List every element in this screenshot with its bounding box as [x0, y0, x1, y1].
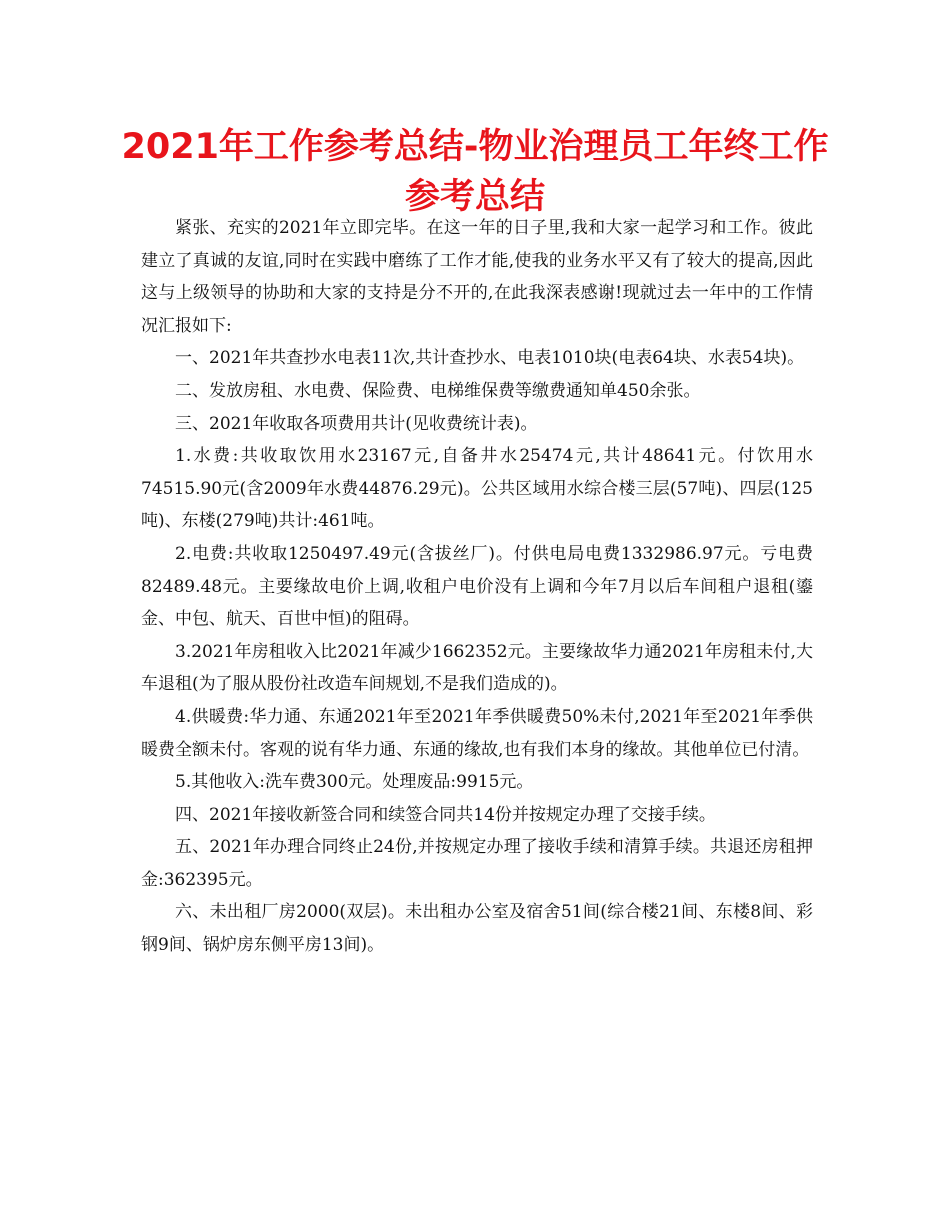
electricity-fee-paragraph: 2.电费:共收取1250497.49元(含拔丝厂)。付供电局电费1332986.97元。亏电费82489.48元。主要缘故电价上调,收租户电价没有上调和今年7月以后车间租户退租(鎏金、中包、航天、百世中恒)的阻碍。 — [141, 543, 813, 630]
document-body — [141, 212, 813, 962]
item-3-paragraph: 三、2021年收取各项费用共计(见收费统计表)。 — [175, 413, 538, 434]
document-title: 2021年工作参考总结-物业治理员工年终工作参考总结 — [121, 127, 829, 217]
other-income-paragraph: 5.其他收入:洗车费300元。处理废品:9915元。 — [175, 772, 534, 793]
heating-fee-paragraph: 4.供暖费:华力通、东通2021年至2021年季供暖费50%未付,2021年至2021年季供暖费全额未付。客观的说有华力通、东通的缘故,也有我们本身的缘故。其他单位已付清。 — [141, 706, 813, 760]
rent-income-paragraph: 3.2021年房租收入比2021年减少1662352元。主要缘故华力通2021年房租未付,大车退租(为了服从股份社改造车间规划,不是我们造成的)。 — [141, 641, 813, 695]
item-6-paragraph: 六、未出租厂房2000(双层)。未出租办公室及宿舍51间(综合楼21间、东楼8间、彩钢9间、锅炉房东侧平房13间)。 — [141, 902, 813, 956]
item-4-paragraph: 四、2021年接收新签合同和续签合同共14份并按规定办理了交接手续。 — [175, 804, 716, 825]
item-1-paragraph: 一、2021年共查抄水电表11次,共计查抄水、电表1010块(电表64块、水表54块)。 — [175, 348, 805, 369]
water-fee-paragraph: 1.水费:共收取饮用水23167元,自备井水25474元,共计48641元。付饮用水74515.90元(含2009年水费44876.29元)。公共区域用水综合楼三层(57吨)、四层(125吨)、东楼(279吨)共计:461吨。 — [141, 446, 813, 532]
item-5-paragraph: 五、2021年办理合同终止24份,并按规定办理了接收手续和清算手续。共退还房租押金:362395元。 — [141, 837, 813, 890]
intro-paragraph: 紧张、充实的2021年立即完毕。在这一年的日子里,我和大家一起学习和工作。彼此建立了真诚的友谊,同时在实践中磨练了工作才能,使我的业务水平又有了较大的提高,因此这与上级领导的协助和大家的支持是分不开的,在此我深表感谢!现就过去一年中的工作情况汇报如下: — [141, 218, 813, 336]
item-2-paragraph: 二、发放房租、水电费、保险费、电梯维保费等缴费通知单450余张。 — [175, 380, 701, 401]
